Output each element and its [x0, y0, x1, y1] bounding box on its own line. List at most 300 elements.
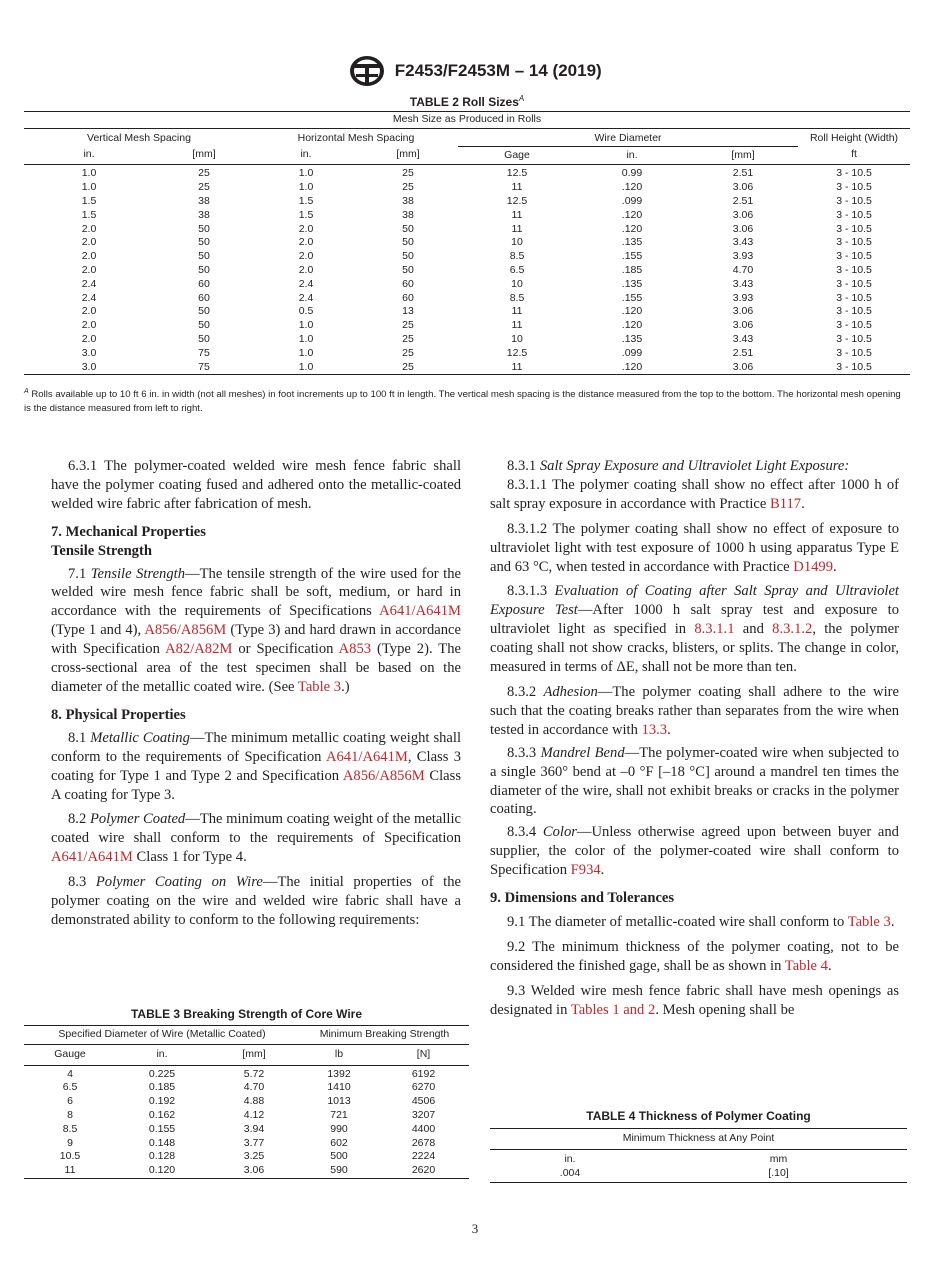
table3-row: [24, 1109, 469, 1123]
table2-cell: 2.0: [81, 305, 97, 318]
table2-cell: 3 - 10.5: [836, 194, 872, 207]
table2-cell: 3.06: [732, 319, 754, 332]
ref-link-d1499[interactable]: D1499: [793, 558, 834, 575]
table2-cell: 3.0: [81, 360, 97, 373]
table2-cell: 3 - 10.5: [836, 263, 872, 276]
para-9-3: [490, 982, 899, 1020]
table2-row: [24, 250, 910, 264]
table2-cell: 1.5: [298, 208, 314, 221]
table2-cell: .120: [621, 360, 643, 373]
table2-caption-note: A: [518, 94, 525, 103]
ref-link-13-3[interactable]: 13.3: [641, 721, 668, 738]
para-7-1-text: —The tensile strength of the wire used for the welded wire mesh fence fabric shall be soft, medium, or hard in accordance with the requirements of Specifications: [51, 565, 461, 620]
ref-link-a856[interactable]: A856/A856M: [342, 767, 425, 784]
para-8-3-4-num: 8.3.4: [507, 824, 537, 841]
table2-cell: 3 - 10.5: [836, 305, 872, 318]
para-8-3-num: 8.3: [68, 874, 87, 891]
table2-caption-text: TABLE 2 Roll Sizes: [409, 95, 519, 109]
table2-cell: 3.43: [732, 236, 754, 249]
right-column: [490, 457, 899, 1019]
table3-row: [24, 1164, 469, 1178]
table2-cell: 25: [402, 332, 414, 345]
para-7-1: [51, 565, 461, 697]
para-8-3: [51, 873, 461, 930]
table2-unit: ft: [851, 148, 857, 161]
table2-cell: .155: [621, 250, 643, 263]
para-8-3-1-3-num: 8.3.1.3: [507, 583, 548, 600]
table2-cell: 50: [198, 263, 210, 276]
table3-body: [24, 1065, 469, 1178]
table2-cell: 25: [198, 167, 210, 180]
para-6-3-1: 6.3.1 The polymer-coated welded wire mesh fence fabric shall have the polymer coating fused and adhered onto the metallic-coated welded wire fabric after fabrication of mesh.: [51, 458, 461, 512]
ref-link-tables-1-2[interactable]: Tables 1 and 2: [570, 1001, 656, 1018]
table3-group-diameter: Specified Diameter of Wire (Metallic Coated): [24, 1026, 300, 1045]
document-designation: F2453/F2453M – 14 (2019): [394, 61, 602, 80]
table2-cell: 1.0: [298, 167, 314, 180]
ref-link-a641[interactable]: A641/A641M: [51, 849, 133, 866]
table2-cell: .120: [621, 222, 643, 235]
table2-cell: 13: [402, 305, 414, 318]
table2-row: [24, 223, 910, 237]
table3-cell: 2620: [411, 1164, 436, 1177]
para-8-3-3-title: Mandrel Bend: [540, 744, 625, 761]
table2-cell: 2.0: [298, 222, 314, 235]
table2-cell: 10: [511, 236, 523, 249]
para-9-3-text: . Mesh opening shall be: [655, 1001, 795, 1018]
para-8-3-2-text: .: [667, 721, 671, 738]
table2-cell: 1.0: [81, 167, 97, 180]
para-8-1-text: , Class 3 coating for Type 1 and Type 2 and Specification: [51, 748, 462, 784]
ref-link-a853[interactable]: A853: [338, 641, 372, 658]
table3-cell: 10.5: [59, 1150, 81, 1163]
table2-cell: .135: [621, 332, 643, 345]
table2-cell: 3.06: [732, 181, 754, 194]
table2-cell: 3 - 10.5: [836, 250, 872, 263]
table2-cell: 3.93: [732, 250, 754, 263]
table3-cell: 500: [330, 1150, 348, 1163]
table2-cell: 3.06: [732, 360, 754, 373]
table2-row: [24, 181, 910, 195]
ref-link-8-3-1-1[interactable]: 8.3.1.1: [694, 621, 735, 638]
table2-cell: 11: [511, 360, 523, 373]
para-8-3-text: —The initial properties of the polymer coating on the wire and welded wire fabric shall have a demonstrated ability to conform to the following requirements:: [51, 874, 462, 928]
table2-cell: 38: [198, 208, 210, 221]
table2-cell: 60: [198, 277, 210, 290]
table3-cell: 3.25: [243, 1150, 265, 1163]
para-8-3-1-3-text: and: [742, 621, 764, 638]
para-8-3-1-1-text: .: [801, 495, 805, 512]
table2-cell: 3 - 10.5: [836, 208, 872, 221]
table2-row: [24, 209, 910, 223]
para-8-3-1-3-text: , the polymer coating shall not show cracks, blisters, or splits. The change in color, measured in terms of ΔE, shall not be more than ten.: [490, 621, 899, 676]
page-number: 3: [471, 1221, 479, 1236]
table2-cell: 38: [402, 194, 414, 207]
table2-row: [24, 361, 910, 375]
table2-cell: 25: [402, 181, 414, 194]
table2-cell: 1.0: [298, 319, 314, 332]
table2-cell: 3 - 10.5: [836, 346, 872, 359]
table2-cell: 0.99: [621, 167, 643, 180]
ref-link-table3[interactable]: Table 3: [847, 913, 891, 930]
table3-row: [24, 1123, 469, 1137]
table3-cell: 5.72: [243, 1067, 265, 1080]
table2-row: [24, 347, 910, 361]
table2-cell: 3 - 10.5: [836, 277, 872, 290]
ref-link-f934[interactable]: F934: [570, 862, 601, 879]
table2-unit: in.: [83, 148, 95, 161]
table2-cell: 3 - 10.5: [836, 236, 872, 249]
para-8-1-text: Class A coating for Type 3.: [51, 767, 461, 803]
section-8-title: 8. Physical Properties: [51, 706, 186, 723]
table3-caption: TABLE 3 Breaking Strength of Core Wire: [130, 1007, 363, 1021]
table2-cell: 50: [402, 236, 414, 249]
table3-cell: 4.88: [243, 1095, 265, 1108]
table3-cell: 0.225: [148, 1067, 176, 1080]
para-8-3-2-num: 8.3.2: [507, 683, 537, 700]
table3-cell: 6270: [411, 1081, 436, 1094]
table2-footnote: [24, 385, 910, 416]
table3-cell: 0.128: [148, 1150, 176, 1163]
para-9-1-text: .: [890, 913, 895, 930]
table3-cell: 1392: [327, 1067, 351, 1080]
table2-row: [24, 236, 910, 250]
table3-unit: lb: [334, 1047, 344, 1060]
para-8-1-text: —The minimum metallic coating weight shall conform to the requirements of Specification: [51, 729, 462, 765]
table2-cell: 50: [402, 263, 414, 276]
table2-cell: 8.5: [509, 291, 525, 304]
table2-cell: 11: [511, 222, 523, 235]
table2-unit: in.: [626, 148, 638, 161]
table2-cell: 1.5: [298, 194, 314, 207]
table4-cell: [.10]: [768, 1166, 789, 1179]
table2-cell: .120: [621, 319, 643, 332]
table2-cell: 60: [198, 291, 210, 304]
table2-unit: [mm]: [396, 148, 420, 161]
table2-cell: 2.0: [81, 222, 97, 235]
para-8-3-1-3-title: Evaluation of Coating after Salt Spray and Ultraviolet Exposure Test: [490, 583, 899, 619]
ref-link-b117[interactable]: B117: [770, 495, 802, 512]
table2-cell: 2.51: [732, 167, 754, 180]
para-8-3-1-2-text: .: [833, 558, 837, 575]
table2-cell: 2.0: [81, 263, 97, 276]
table2-cell: 50: [198, 319, 210, 332]
table3-cell: 2224: [411, 1150, 436, 1163]
table2-cell: .120: [621, 208, 643, 221]
table2-cell: 11: [511, 181, 523, 194]
table2-cell: .135: [621, 277, 643, 290]
table3-cell: 4506: [411, 1095, 436, 1108]
table3-group-breaking: Minimum Breaking Strength: [300, 1026, 469, 1045]
table3-row: [24, 1150, 469, 1164]
table2-body: [24, 165, 910, 375]
table2-cell: 1.0: [298, 181, 314, 194]
table2-cell: 3.93: [732, 291, 754, 304]
table2-cell: 2.0: [81, 332, 97, 345]
para-8-3-1-3: [490, 582, 899, 677]
table3-cell: 0.148: [148, 1136, 176, 1149]
table2-unit: Gage: [504, 148, 530, 161]
para-8-3-1-2-text: 8.3.1.2 The polymer coating shall show no effect of exposure to ultraviolet light with test exposure of 1000 h using apparatus Type E and 63 °C, when tested in accordance with Practice: [490, 520, 899, 575]
table2-cell: 1.0: [298, 332, 314, 345]
table4-cell: .004: [559, 1166, 581, 1179]
para-8-3-1-1-text: 8.3.1.1 The polymer coating shall show no effect after 1000 h of salt spray exposure in accordance with Practice: [490, 476, 899, 512]
table3-cell: 0.155: [148, 1122, 176, 1135]
table2-cell: 6.5: [509, 263, 525, 276]
table2-cell: 38: [402, 208, 414, 221]
para-9-2: [490, 938, 899, 976]
table2-cell: .120: [621, 181, 643, 194]
table2-cell: 1.0: [298, 360, 314, 373]
table2-cell: 12.5: [506, 167, 528, 180]
ref-link-a856[interactable]: A856/A856M: [144, 622, 227, 639]
table2-cell: 3.06: [732, 222, 754, 235]
table3-cell: 4.12: [243, 1108, 265, 1121]
table2-cell: 10: [511, 277, 523, 290]
table2-cell: 4.70: [732, 263, 754, 276]
table2-cell: 3.43: [732, 277, 754, 290]
table3-cell: 2678: [411, 1136, 436, 1149]
left-column: [51, 457, 461, 930]
table2-cell: 50: [198, 250, 210, 263]
table2-cell: 50: [402, 222, 414, 235]
table2-cell: 2.0: [298, 263, 314, 276]
table3-unit: [N]: [416, 1047, 431, 1060]
table2-group-header: Mesh Size as Produced in Rolls: [24, 112, 910, 129]
table3-cell: 1410: [327, 1081, 351, 1094]
table2-cell: .120: [621, 305, 643, 318]
para-8-3-3: [490, 744, 899, 820]
table2-cell: 10: [511, 332, 523, 345]
para-7-1-text: (Type 2). The cross-sectional area of the test specimen shall be based on the diameter of the metallic coated wire. (See: [51, 641, 461, 695]
table2-cell: .135: [621, 236, 643, 249]
table2-cell: 2.0: [81, 319, 97, 332]
table2-cell: 12.5: [506, 346, 528, 359]
table2-cell: 1.0: [298, 346, 314, 359]
table2-cell: 50: [198, 222, 210, 235]
table2-cell: 3.06: [732, 208, 754, 221]
table2-cell: 25: [198, 181, 210, 194]
para-8-3-2-title: Adhesion: [543, 683, 598, 700]
para-8-3-4-text: —Unless otherwise agreed upon between buyer and supplier, the color of the polymer-coated wire shall conform to Specification: [490, 824, 899, 879]
table2-cell: 25: [402, 319, 414, 332]
table2-cell: .099: [621, 194, 643, 207]
table3-cell: 3.77: [243, 1136, 265, 1149]
table2-row: [24, 165, 910, 181]
table2-cell: 1.0: [81, 181, 97, 194]
section-7-subtitle: Tensile Strength: [51, 542, 152, 559]
table4: [490, 1128, 907, 1183]
para-8-3-4-title: Color: [542, 824, 577, 841]
table2-cell: 60: [402, 277, 414, 290]
table3-cell: 0.120: [148, 1164, 176, 1177]
table3-cell: 8: [67, 1108, 73, 1121]
table2-cell: 3 - 10.5: [836, 222, 872, 235]
table2-cell: 3 - 10.5: [836, 332, 872, 345]
para-7-1-text: (Type 3) and hard drawn in accordance with Specification: [51, 622, 462, 658]
table2-cell: 25: [402, 360, 414, 373]
table2-cell: 3.43: [732, 332, 754, 345]
table2-row: [24, 305, 910, 319]
para-8-2: [51, 810, 461, 867]
table3-cell: 4.70: [243, 1081, 265, 1094]
table2-cell: 2.0: [81, 250, 97, 263]
ref-link-a641[interactable]: A641/A641M: [325, 748, 408, 765]
para-8-3-4: [490, 823, 899, 880]
table4-group-header: Minimum Thickness at Any Point: [490, 1129, 907, 1150]
table2-row: [24, 195, 910, 209]
table2-cell: 3 - 10.5: [836, 167, 872, 180]
ref-link-8-3-1-2[interactable]: 8.3.1.2: [772, 621, 813, 638]
table3-row: [24, 1081, 469, 1095]
ref-link-table3[interactable]: Table 3: [297, 678, 342, 695]
table3-cell: 6.5: [62, 1081, 78, 1094]
table2-cell: .155: [621, 291, 643, 304]
astm-logo-icon: [348, 54, 386, 88]
table2-row: [24, 319, 910, 333]
table3-cell: 11: [64, 1164, 76, 1177]
table2-caption: [24, 94, 910, 109]
table2-cell: 1.5: [81, 194, 97, 207]
table2-cell: 50: [198, 236, 210, 249]
table3-cell: 4400: [411, 1122, 436, 1135]
table4-unit: in.: [564, 1152, 576, 1165]
para-8-3-2: [490, 683, 899, 740]
table2-cell: 3 - 10.5: [836, 291, 872, 304]
table2-cell: 50: [402, 250, 414, 263]
table2-row: [24, 278, 910, 292]
table2-cell: 3 - 10.5: [836, 181, 872, 194]
table2-cell: 50: [198, 332, 210, 345]
table2-cell: 3 - 10.5: [836, 319, 872, 332]
para-8-3-1-2: [490, 520, 899, 577]
table2-unit: [mm]: [192, 148, 216, 161]
table3-cell: 3.06: [243, 1164, 265, 1177]
para-8-3-2-text: —The polymer coating shall adhere to the wire such that the coating breaks rather than separates from the wire when tested in accordance with: [490, 683, 899, 738]
para-8-3-3-text: —The polymer-coated wire when subjected to a single 360° bend at –0 °F [–18 °C] around a mandrel ten times the diameter of the wire, shall not exhibit breaks or cracks in the polymer coating.: [490, 744, 900, 818]
table2-cell: 2.4: [298, 277, 314, 290]
para-8-2-title: Polymer Coated: [89, 811, 186, 828]
table2-footnote-mark: A: [24, 388, 29, 395]
table3-unit: in.: [156, 1047, 168, 1060]
page-header: [0, 54, 950, 88]
para-9-2-text: 9.2 The minimum thickness of the polymer coating, not to be considered the finished gage, shall be as shown in: [490, 938, 899, 974]
section-7-title: 7. Mechanical Properties: [51, 523, 206, 540]
table2-cell: 2.0: [81, 236, 97, 249]
para-9-3-text: 9.3 Welded wire mesh fence fabric shall have mesh openings as designated in: [490, 982, 899, 1018]
table2-cell: 2.51: [732, 346, 754, 359]
table2-col-roll-height: Roll Height (Width): [809, 132, 899, 145]
table2-row: [24, 292, 910, 306]
para-7-1-text: .): [341, 678, 350, 695]
table2-cell: 11: [511, 319, 523, 332]
table3-cell: 1013: [327, 1095, 351, 1108]
para-9-1-text: 9.1 The diameter of metallic-coated wire shall conform to: [507, 913, 845, 930]
para-8-1-num: 8.1: [68, 729, 87, 746]
ref-link-a82[interactable]: A82/A82M: [165, 641, 233, 658]
table2-cell: 50: [198, 305, 210, 318]
para-8-3-1-num: 8.3.1: [507, 458, 537, 474]
table4-caption: TABLE 4 Thickness of Polymer Coating: [586, 1109, 811, 1123]
ref-link-table4[interactable]: Table 4: [784, 957, 828, 974]
table2-cell: 25: [402, 346, 414, 359]
table2-col-vertical: Vertical Mesh Spacing: [87, 132, 191, 145]
para-8-2-num: 8.2: [68, 811, 87, 828]
table2-cell: 75: [198, 360, 210, 373]
table2-cell: 2.4: [298, 291, 314, 304]
table2: [24, 111, 910, 375]
table3-cell: 3.94: [243, 1122, 265, 1135]
table2-cell: 0.5: [298, 305, 314, 318]
table3-cell: 8.5: [62, 1122, 78, 1135]
table2-cell: 11: [511, 305, 523, 318]
table2-col-horizontal: Horizontal Mesh Spacing: [297, 132, 415, 145]
para-8-3-1-title: Salt Spray Exposure and Ultraviolet Light Exposure:: [539, 458, 850, 474]
table2-cell: 8.5: [509, 250, 525, 263]
para-8-2-text: —The minimum coating weight of the metallic coated wire shall conform to the requirements of Specification: [51, 811, 461, 847]
para-8-1-title: Metallic Coating: [90, 729, 190, 746]
table2-cell: 25: [402, 167, 414, 180]
table2-row: [24, 264, 910, 278]
table3-unit: [mm]: [242, 1047, 266, 1060]
para-7-1-title: Tensile Strength: [90, 565, 186, 582]
table3-unit: Gauge: [54, 1047, 86, 1060]
table2-col-wire-diameter: Wire Diameter: [458, 128, 798, 146]
table3-cell: 4: [67, 1067, 73, 1080]
para-7-1-text: (Type 1 and 4),: [51, 622, 142, 639]
table2-cell: 2.4: [81, 291, 97, 304]
table2-cell: .099: [621, 346, 643, 359]
table2-unit: in.: [300, 148, 312, 161]
para-9-2-text: .: [827, 957, 832, 974]
table2-cell: 12.5: [506, 194, 528, 207]
table2-cell: 2.4: [81, 277, 97, 290]
table3-cell: 6: [67, 1095, 73, 1108]
table3-row: [24, 1137, 469, 1151]
table3-cell: 9: [67, 1136, 73, 1149]
table2-cell: 2.0: [298, 236, 314, 249]
para-7-1-text: or Specification: [238, 641, 334, 658]
table2-row: [24, 333, 910, 347]
ref-link-a641[interactable]: A641/A641M: [379, 603, 461, 620]
table2-cell: 60: [402, 291, 414, 304]
table2-cell: 3.06: [732, 305, 754, 318]
para-8-3-title: Polymer Coating on Wire: [95, 874, 263, 891]
table4-unit: mm: [769, 1152, 788, 1165]
table3-cell: 602: [330, 1136, 348, 1149]
para-8-2-text: Class 1 for Type 4.: [136, 849, 247, 866]
table2-cell: 38: [198, 194, 210, 207]
table2-cell: 1.5: [81, 208, 97, 221]
para-8-3-1: [490, 457, 899, 476]
table2-footnote-text: Rolls available up to 10 ft 6 in. in width (not all meshes) in foot increments up to 100 ft in length. The vertical mesh spacing is the distance measured from the top to the bottom. The horizontal mesh opening is the distance measured from left to right.: [24, 389, 901, 415]
table3-row: [24, 1065, 469, 1081]
table2-cell: 2.0: [298, 250, 314, 263]
table3: [24, 1025, 469, 1179]
table2-cell: .185: [621, 263, 643, 276]
table3-cell: 990: [330, 1122, 348, 1135]
table2-cell: 75: [198, 346, 210, 359]
para-8-3-1-1: [490, 476, 899, 514]
table3-cell: 0.162: [148, 1108, 176, 1121]
para-8-3-4-text: .: [600, 862, 605, 879]
table2-cell: 2.51: [732, 194, 754, 207]
table3-cell: 0.185: [148, 1081, 176, 1094]
table3-cell: 3207: [411, 1108, 436, 1121]
table2-cell: 3 - 10.5: [836, 360, 872, 373]
para-9-1: [490, 913, 899, 932]
para-8-3-1-3-text: —After 1000 h salt spray test and exposure to ultraviolet light as specified in: [490, 602, 899, 638]
para-8-3-3-num: 8.3.3: [507, 744, 537, 761]
